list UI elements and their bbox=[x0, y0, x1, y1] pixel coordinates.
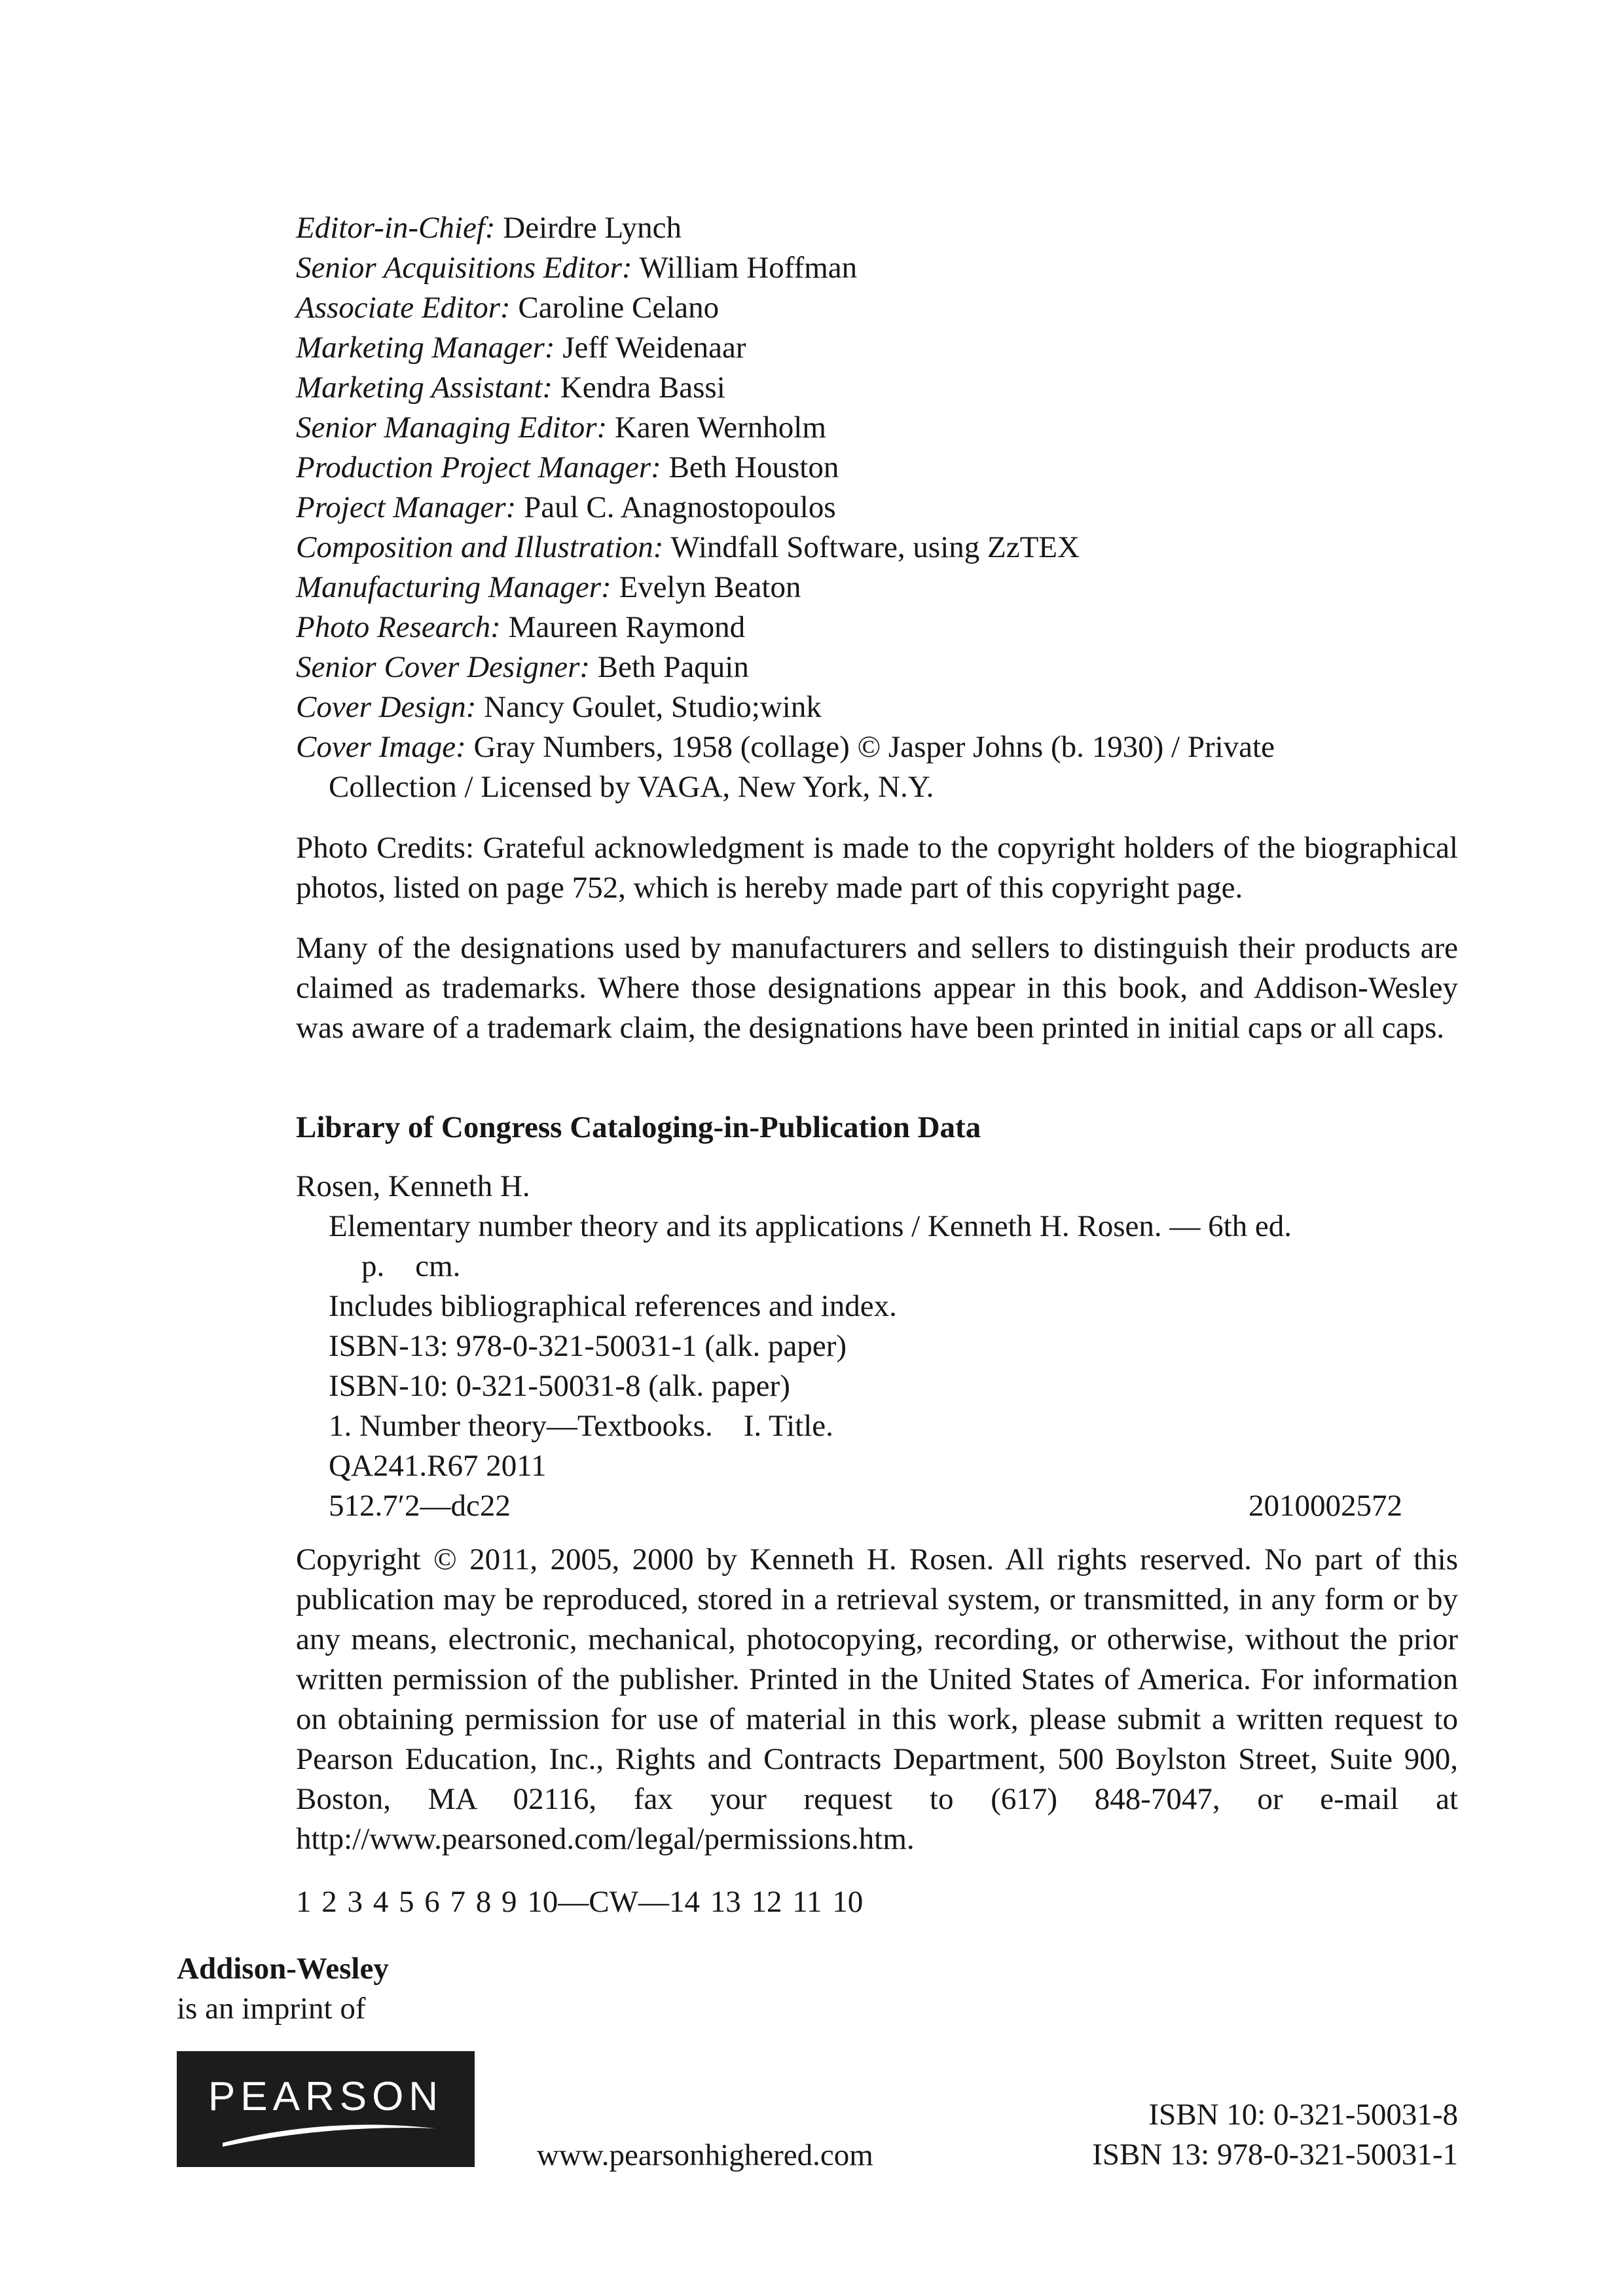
credit-line bbox=[296, 608, 1458, 647]
cip-isbn13: ISBN-13: 978-0-321-50031-1 (alk. paper) bbox=[329, 1329, 847, 1363]
cip-lccn: 2010002572 bbox=[1249, 1489, 1402, 1523]
credit-name: Kendra Bassi bbox=[553, 371, 725, 405]
credit-role: Photo Research: bbox=[296, 610, 501, 644]
credit-line bbox=[296, 488, 1458, 528]
trademarks-paragraph: Many of the designations used by manufacturers and sellers to distinguish their products are claimed as trademarks. Where those designations appear in this book, and Addison-Wesley was aware of a trademark claim, the designations have been printed in initial caps or all caps. bbox=[296, 931, 1458, 1045]
credit-line bbox=[296, 328, 1458, 368]
photo-credits-paragraph: Photo Credits: Grateful acknowledgment is made to the copyright holders of the biographical photos, listed on page 752, which is hereby made part of this copyright page. bbox=[296, 831, 1458, 905]
credit-line bbox=[296, 248, 1458, 288]
footer-isbn10: ISBN 10: 0-321-50031-8 bbox=[1148, 2098, 1458, 2132]
credit-line bbox=[296, 687, 1458, 727]
cip-lc-class: QA241.R67 2011 bbox=[329, 1449, 547, 1483]
logo-wordmark: PEARSON bbox=[208, 2074, 444, 2119]
credits-list bbox=[296, 208, 1458, 807]
credit-name: Nancy Goulet, Studio;wink bbox=[476, 690, 822, 724]
credit-line bbox=[296, 288, 1458, 328]
credit-name: Gray Numbers, 1958 (collage) © Jasper Johns (b. 1930) / Private bbox=[465, 730, 1275, 764]
credit-role: Project Manager: bbox=[296, 490, 517, 524]
credit-line bbox=[296, 408, 1458, 448]
cip-subjects: 1. Number theory—Textbooks. I. Title. bbox=[329, 1409, 833, 1443]
printing-line: 1 2 3 4 5 6 7 8 9 10—CW—14 13 12 11 10 bbox=[296, 1885, 864, 1919]
credit-role: Production Project Manager: bbox=[296, 450, 661, 484]
credit-line bbox=[296, 368, 1458, 408]
credit-name: Paul C. Anagnostopoulos bbox=[516, 490, 836, 524]
credit-role: Manufacturing Manager: bbox=[296, 570, 611, 604]
credit-name: Maureen Raymond bbox=[500, 610, 746, 644]
credit-name: Deirdre Lynch bbox=[495, 211, 682, 245]
cip-data bbox=[296, 1167, 1458, 1526]
credit-line bbox=[296, 727, 1458, 767]
credit-role: Marketing Manager: bbox=[296, 331, 555, 365]
credit-name: Caroline Celano bbox=[510, 291, 720, 325]
credit-name: Beth Houston bbox=[661, 450, 839, 484]
lc-cip-heading: Library of Congress Cataloging-in-Publication Data bbox=[296, 1110, 981, 1144]
credit-role: Cover Design: bbox=[296, 690, 477, 724]
cip-pages: p. cm. bbox=[361, 1249, 461, 1283]
cip-isbn10: ISBN-10: 0-321-50031-8 (alk. paper) bbox=[329, 1369, 790, 1403]
cip-includes: Includes bibliographical references and index. bbox=[329, 1289, 897, 1323]
credit-name: Evelyn Beaton bbox=[611, 570, 801, 604]
credit-line bbox=[296, 647, 1458, 687]
pearson-logo bbox=[177, 2051, 475, 2167]
credit-role: Cover Image: bbox=[296, 730, 466, 764]
credit-role: Associate Editor: bbox=[296, 291, 511, 325]
imprint-statement bbox=[177, 1949, 389, 2029]
copyright-paragraph: Copyright © 2011, 2005, 2000 by Kenneth H. Rosen. All rights reserved. No part of this publication may be reproduced, stored in a retrieval system, or transmitted, in any form or by any means, electronic, mechanical, photocopying, recording, or otherwise, without the prior written permission of the publisher. Printed in the United States of America. For information on obtaining permission for use of material in this work, please submit a written request to Pearson Education, Inc., Rights and Contracts Department, 500 Boylston Street, Suite 900, Boston, MA 02116, fax your request to (617) 848-7047, or e-mail at http://www.pearsoned.com/legal/permissions.htm. bbox=[296, 1542, 1458, 1856]
imprint-text: is an imprint of bbox=[177, 1992, 366, 2026]
credit-name: Beth Paquin bbox=[590, 650, 749, 684]
logo-swoosh-icon bbox=[177, 2051, 475, 2167]
credit-name: Windfall Software, using ZzTEX bbox=[663, 530, 1080, 564]
cip-dewey: 512.7′2—dc22 bbox=[329, 1489, 511, 1523]
credit-name: William Hoffman bbox=[632, 251, 858, 285]
cip-title: Elementary number theory and its applications / Kenneth H. Rosen. — 6th ed. bbox=[329, 1209, 1292, 1243]
cip-author: Rosen, Kenneth H. bbox=[296, 1169, 530, 1203]
credit-continuation: Collection / Licensed by VAGA, New York, N.Y. bbox=[329, 770, 934, 804]
credit-role: Editor-in-Chief: bbox=[296, 211, 496, 245]
credit-line bbox=[296, 568, 1458, 608]
credit-role: Marketing Assistant: bbox=[296, 371, 553, 405]
isbn-footer bbox=[1092, 2095, 1458, 2175]
credit-line bbox=[296, 448, 1458, 488]
footer-isbn13: ISBN 13: 978-0-321-50031-1 bbox=[1092, 2138, 1458, 2172]
credit-name: Jeff Weidenaar bbox=[555, 331, 746, 365]
credit-role: Senior Acquisitions Editor: bbox=[296, 251, 632, 285]
credit-role: Composition and Illustration: bbox=[296, 530, 664, 564]
credit-line bbox=[296, 208, 1458, 248]
credit-line bbox=[296, 528, 1458, 568]
credit-name: Karen Wernholm bbox=[607, 410, 826, 445]
publisher-name: Addison-Wesley bbox=[177, 1952, 389, 1986]
publisher-website: www.pearsonhighered.com bbox=[537, 2138, 873, 2172]
credit-role: Senior Managing Editor: bbox=[296, 410, 608, 445]
credit-role: Senior Cover Designer: bbox=[296, 650, 591, 684]
cip-dewey-row bbox=[296, 1486, 1402, 1526]
